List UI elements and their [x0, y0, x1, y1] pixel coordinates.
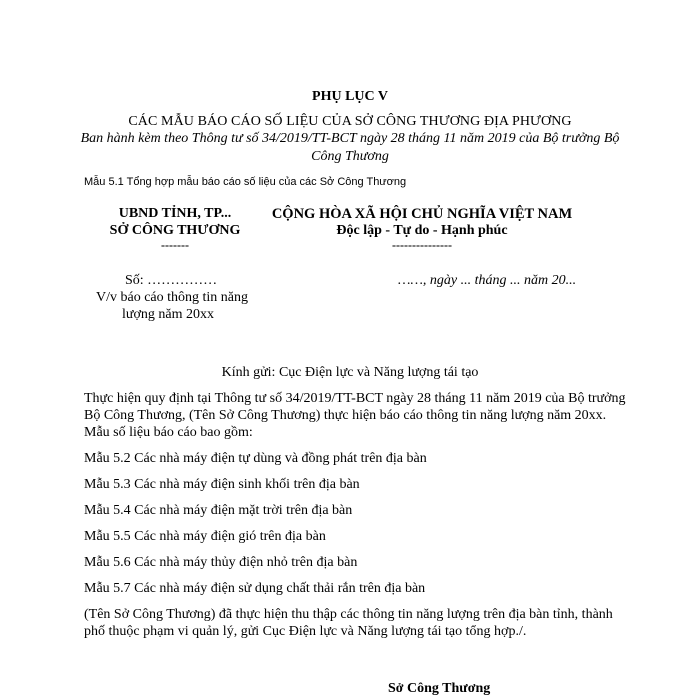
closing-paragraph-line: phố thuộc phạm vi quản lý, gửi Cục Điện lực và Năng lượng tái tạo tổng hợp./.	[84, 624, 527, 639]
form-list-item: Mẫu 5.3 Các nhà máy điện sinh khối trên địa bàn	[84, 477, 360, 492]
appendix-title: PHỤ LỤC V	[312, 89, 388, 104]
intro-paragraph-line: Thực hiện quy định tại Thông tư số 34/2019/TT-BCT ngày 28 tháng 11 năm 2019 của Bộ trưởng	[84, 391, 626, 406]
issued-by-line-continued: Công Thương	[311, 149, 389, 164]
document-number: Số: ……………	[125, 273, 218, 288]
main-title: CÁC MẪU BÁO CÁO SỐ LIỆU CỦA SỞ CÔNG THƯƠNG ĐỊA PHƯƠNG	[128, 114, 572, 129]
national-title: CỘNG HÒA XÃ HỘI CHỦ NGHĨA VIỆT NAM	[271, 206, 573, 222]
form-list-item: Mẫu 5.4 Các nhà máy điện mặt trời trên địa bàn	[84, 503, 353, 518]
date-line: ……, ngày ... tháng ... năm 20...	[398, 273, 577, 288]
form-list-item: Mẫu 5.6 Các nhà máy thủy điện nhỏ trên địa bàn	[84, 555, 358, 570]
intro-paragraph-line: Bộ Công Thương, (Tên Sở Công Thương) thực hiện báo cáo thông tin năng lượng năm 20xx.	[84, 408, 607, 423]
form-list-item: Mẫu 5.5 Các nhà máy điện gió trên địa bàn	[84, 529, 326, 544]
recipient-line: Kính gửi: Cục Điện lực và Năng lượng tái tạo	[221, 365, 479, 380]
closing-paragraph-line: (Tên Sở Công Thương) đã thực hiện thu thập các thông tin năng lượng trên địa bàn tỉnh, thành	[84, 607, 613, 622]
subject-line: V/v báo cáo thông tin năng	[96, 290, 249, 305]
form-list-item: Mẫu 5.7 Các nhà máy điện sử dụng chất thải rắn trên địa bàn	[84, 581, 426, 596]
signer-title: Sở Công Thương	[388, 681, 491, 696]
form-list-item: Mẫu 5.2 Các nhà máy điện tự dùng và đồng phát trên địa bàn	[84, 451, 427, 466]
department-heading: SỞ CÔNG THƯƠNG	[109, 223, 241, 238]
national-motto: Độc lập - Tự do - Hạnh phúc	[336, 223, 508, 238]
form-caption: Mẫu 5.1 Tổng hợp mẫu báo cáo số liệu của các Sở Công Thương	[84, 176, 407, 188]
province-committee-heading: UBND TỈNH, TP...	[118, 206, 232, 221]
intro-paragraph-line: Mẫu số liệu báo cáo bao gồm:	[84, 425, 253, 440]
issued-by-line: Ban hành kèm theo Thông tư số 34/2019/TT-BCT ngày 28 tháng 11 năm 2019 của Bộ trưởng Bộ	[80, 131, 620, 146]
subject-line-continued: lượng năm 20xx	[122, 307, 214, 322]
right-heading-divider: ---------------	[392, 238, 452, 252]
left-heading-divider: -------	[161, 238, 189, 252]
